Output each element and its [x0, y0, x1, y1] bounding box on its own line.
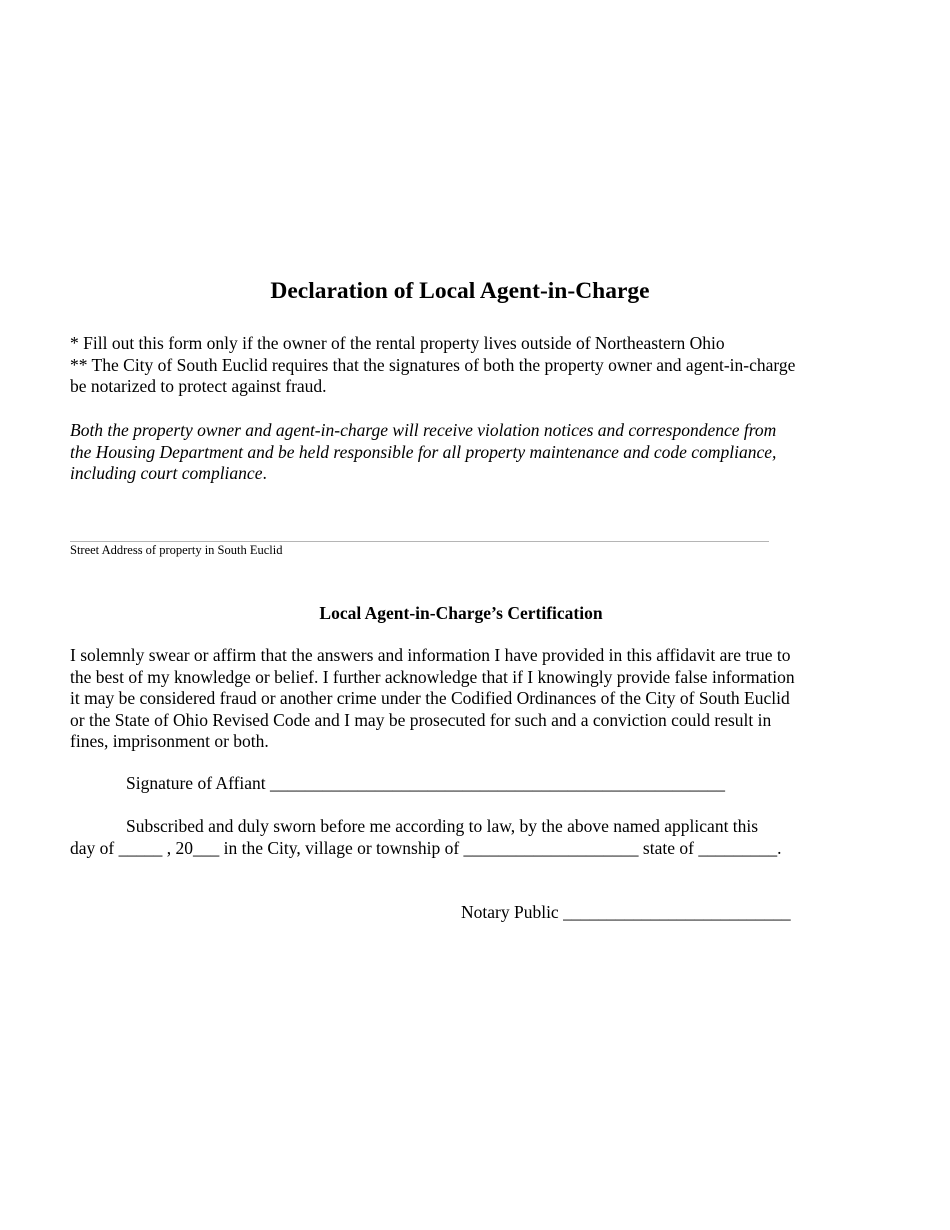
responsibility-line: the Housing Department and be held responsible for all property maintenance and code compliance, — [70, 441, 777, 462]
sworn-date-location-line[interactable]: day of _____ , 20___ in the City, village or township of ____________________ state of _________. — [70, 837, 782, 858]
certification-line: fines, imprisonment or both. — [70, 731, 269, 751]
document-title: Declaration of Local Agent-in-Charge — [270, 278, 650, 304]
responsibility-period: . — [262, 463, 267, 483]
notary-public-line[interactable]: Notary Public __________________________ — [461, 902, 791, 922]
responsibility-line: Both the property owner and agent-in-charge will receive violation notices and correspondence from — [70, 420, 777, 440]
address-blank-line[interactable] — [70, 541, 769, 542]
sworn-line: Subscribed and duly sworn before me according to law, by the above named applicant this — [126, 816, 759, 836]
certification-line: I solemnly swear or affirm that the answers and information I have provided in this affidavit are true to — [70, 645, 791, 665]
note-line: * Fill out this form only if the owner of the rental property lives outside of Northeastern Ohio — [70, 333, 725, 353]
instruction-notes — [70, 333, 870, 398]
certification-paragraph — [70, 645, 870, 753]
note-line: ** The City of South Euclid requires that the signatures of both the property owner and agent-in-charge — [70, 354, 796, 375]
responsibility-line-text: including court compliance — [70, 463, 263, 483]
address-caption: Street Address of property in South Euclid — [70, 543, 283, 557]
sworn-statement — [70, 816, 870, 859]
certification-line: or the State of Ohio Revised Code and I may be prosecuted for such and a conviction could result in — [70, 709, 772, 730]
certification-title: Local Agent-in-Charge’s Certification — [319, 603, 603, 623]
certification-line: it may be considered fraud or another crime under the Codified Ordinances of the City of South Euclid — [70, 688, 790, 708]
responsibility-paragraph — [70, 420, 870, 485]
affiant-signature-line[interactable]: Signature of Affiant ____________________________________________________ — [126, 773, 726, 793]
responsibility-line-last — [70, 463, 870, 485]
note-line: be notarized to protect against fraud. — [70, 376, 327, 396]
certification-line: the best of my knowledge or belief. I further acknowledge that if I knowingly provide false information — [70, 666, 795, 687]
